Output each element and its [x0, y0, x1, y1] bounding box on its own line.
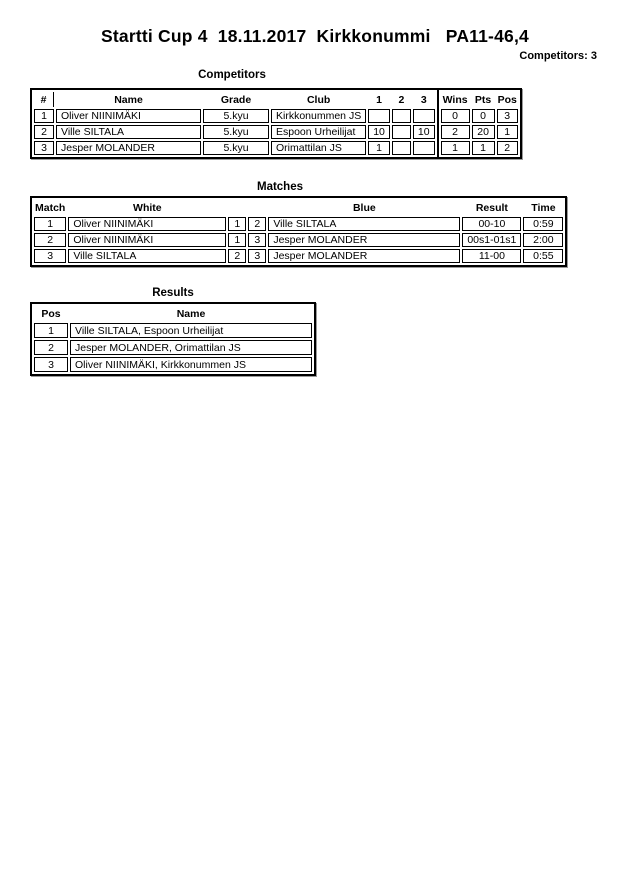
competitor-wins: 0 — [441, 109, 470, 123]
matches-header-row — [34, 200, 563, 215]
standings-row — [441, 141, 518, 155]
blue-competitor-number: 3 — [248, 249, 266, 263]
col-header-time: Time — [531, 201, 556, 214]
competitor-club: Kirkkonummen JS — [271, 109, 366, 123]
round-score-3 — [413, 109, 435, 123]
competitor-name: Ville SILTALA — [56, 125, 201, 139]
competitors-header-row — [34, 92, 435, 107]
round-score-2 — [392, 109, 411, 123]
match-result: 00-10 — [462, 217, 521, 231]
competitor-grade: 5.kyu — [203, 141, 269, 155]
blue-competitor-number: 2 — [248, 217, 266, 231]
match-time: 0:59 — [523, 217, 563, 231]
col-header-blue: Blue — [352, 201, 376, 214]
round-score-2 — [392, 125, 411, 139]
col-header-wins: Wins — [442, 93, 468, 106]
white-competitor-number: 2 — [228, 249, 246, 263]
match-number: 3 — [34, 249, 66, 263]
col-header-club: Club — [306, 93, 331, 106]
competitor-grade: 5.kyu — [203, 125, 269, 139]
competitor-pts: 0 — [472, 109, 495, 123]
competitor-pos: 2 — [497, 141, 518, 155]
competitors-section-heading: Competitors — [198, 69, 266, 81]
col-header-white: White — [133, 201, 162, 214]
competitor-pts: 1 — [472, 141, 495, 155]
competitor-row — [34, 109, 435, 123]
col-header-round2: 2 — [398, 93, 405, 106]
col-header-pos: Pos — [497, 93, 517, 106]
result-competitor: Oliver NIINIMÄKI, Kirkkonummen JS — [70, 357, 312, 372]
match-number: 1 — [34, 217, 66, 231]
match-result: 11-00 — [462, 249, 521, 263]
standings-header-row — [441, 92, 518, 107]
competitors-table — [30, 88, 522, 159]
match-number: 2 — [34, 233, 66, 247]
result-row — [34, 357, 312, 372]
result-competitor: Jesper MOLANDER, Orimattilan JS — [70, 340, 312, 355]
result-row — [34, 340, 312, 355]
match-row — [34, 217, 563, 231]
result-competitor: Ville SILTALA, Espoon Urheilijat — [70, 323, 312, 338]
col-header-result: Result — [475, 201, 508, 214]
page-title: Startti Cup 4 18.11.2017 Kirkkonummi PA11-46,4 — [101, 26, 529, 46]
col-header-position: Pos — [41, 307, 61, 320]
round-score-1: 1 — [368, 141, 390, 155]
white-competitor: Oliver NIINIMÄKI — [68, 217, 226, 231]
white-competitor-number: 1 — [228, 217, 246, 231]
col-header-number: # — [34, 92, 54, 107]
col-header-result-name: Name — [176, 307, 206, 320]
white-competitor: Ville SILTALA — [68, 249, 226, 263]
col-header-name: Name — [114, 93, 143, 106]
competitors-count-label: Competitors: 3 — [519, 50, 597, 62]
white-competitor: Oliver NIINIMÄKI — [68, 233, 226, 247]
result-position: 3 — [34, 357, 68, 372]
blue-competitor: Jesper MOLANDER — [268, 249, 460, 263]
competitor-pts: 20 — [472, 125, 495, 139]
match-time: 2:00 — [523, 233, 563, 247]
results-table — [30, 302, 316, 376]
competitor-name: Jesper MOLANDER — [56, 141, 201, 155]
col-header-blue-number — [248, 200, 266, 215]
round-score-3 — [413, 141, 435, 155]
round-score-1 — [368, 109, 390, 123]
blue-competitor: Ville SILTALA — [268, 217, 460, 231]
competitor-number: 3 — [34, 141, 54, 155]
competitor-row — [34, 141, 435, 155]
competitors-table-main — [30, 88, 439, 159]
competitor-wins: 1 — [441, 141, 470, 155]
competitor-wins: 2 — [441, 125, 470, 139]
blue-competitor-number: 3 — [248, 233, 266, 247]
match-row — [34, 233, 563, 247]
col-header-round3: 3 — [420, 93, 427, 106]
standings-row — [441, 109, 518, 123]
col-header-grade: Grade — [220, 93, 252, 106]
match-time: 0:55 — [523, 249, 563, 263]
result-position: 2 — [34, 340, 68, 355]
result-row — [34, 323, 312, 338]
col-header-pts: Pts — [474, 93, 492, 106]
competitor-pos: 1 — [497, 125, 518, 139]
round-score-3: 10 — [413, 125, 435, 139]
competitor-grade: 5.kyu — [203, 109, 269, 123]
competitors-table-standings — [437, 88, 522, 159]
results-header-row — [34, 306, 312, 321]
results-section-heading: Results — [152, 287, 194, 299]
competitor-number: 2 — [34, 125, 54, 139]
competitor-club: Orimattilan JS — [271, 141, 366, 155]
round-score-2 — [392, 141, 411, 155]
col-header-white-number — [228, 200, 246, 215]
competitor-name: Oliver NIINIMÄKI — [56, 109, 201, 123]
col-header-match: Match — [35, 201, 66, 214]
white-competitor-number: 1 — [228, 233, 246, 247]
match-result: 00s1-01s1 — [462, 233, 521, 247]
competitor-club: Espoon Urheilijat — [271, 125, 366, 139]
result-position: 1 — [34, 323, 68, 338]
competitor-number: 1 — [34, 109, 54, 123]
standings-row — [441, 125, 518, 139]
competitor-row — [34, 125, 435, 139]
matches-section-heading: Matches — [256, 181, 304, 193]
matches-table — [30, 196, 567, 267]
col-header-round1: 1 — [376, 93, 382, 106]
round-score-1: 10 — [368, 125, 390, 139]
competitor-pos: 3 — [497, 109, 518, 123]
match-row — [34, 249, 563, 263]
blue-competitor: Jesper MOLANDER — [268, 233, 460, 247]
